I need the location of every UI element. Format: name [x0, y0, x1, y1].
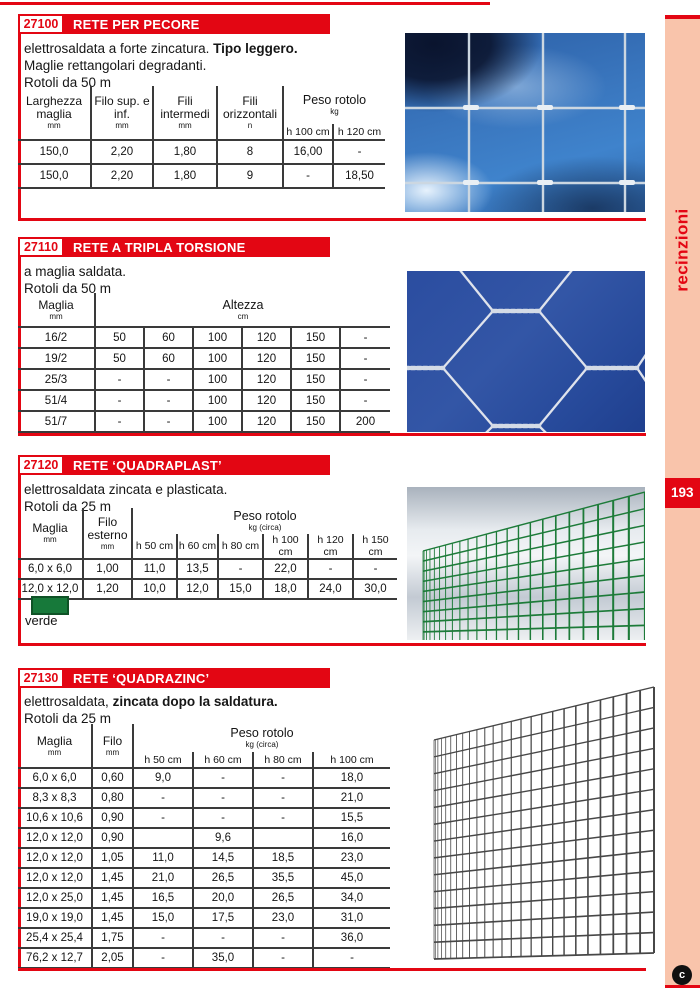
- table-cell: 17,5: [193, 908, 253, 928]
- table-cell: 36,0: [313, 928, 390, 948]
- table-cell: 1,80: [153, 140, 217, 164]
- table-cell: -: [308, 559, 353, 579]
- table-cell: 51/7: [18, 411, 95, 432]
- column-header: Maglia mm: [32, 521, 68, 544]
- table-cell: -: [193, 768, 253, 788]
- sub-column-header: h 120 cm: [308, 534, 353, 559]
- table-cell: 15,5: [313, 808, 390, 828]
- table-cell: -: [144, 369, 193, 390]
- table-cell: 100: [193, 327, 242, 348]
- table-cell: 50: [95, 327, 144, 348]
- wire-grid-overlay: [405, 33, 645, 212]
- table-cell: 24,0: [308, 579, 353, 599]
- table-cell: 14,5: [193, 848, 253, 868]
- table-cell: 2,20: [91, 140, 153, 164]
- page-number-badge: 193: [665, 478, 700, 508]
- table-cell: 16,5: [133, 888, 193, 908]
- description-segment: Maglie rettangolari degradanti.: [24, 58, 207, 73]
- table-cell: 150: [291, 369, 340, 390]
- product-code: 27100: [20, 16, 62, 32]
- table-row: [18, 808, 390, 828]
- table-row: [18, 164, 385, 188]
- table-row: [18, 868, 390, 888]
- table-cell: 16,00: [283, 140, 333, 164]
- section-description: [24, 263, 126, 297]
- table-cell: 1,00: [83, 559, 132, 579]
- table-cell: 45,0: [313, 868, 390, 888]
- table-cell: -: [340, 348, 390, 369]
- table-cell: 15,0: [218, 579, 263, 599]
- description-segment: Tipo leggero.: [213, 41, 298, 56]
- table-cell: 21,0: [133, 868, 193, 888]
- data-table: [18, 508, 397, 600]
- table-cell: -: [253, 788, 313, 808]
- table-cell: -: [144, 390, 193, 411]
- table-row: [18, 768, 390, 788]
- table-cell: 150,0: [18, 164, 91, 188]
- section-title: RETE ‘QUADRAZINC’: [73, 670, 210, 686]
- sub-column-header: h 80 cm: [218, 534, 263, 559]
- table-row: [18, 908, 390, 928]
- table-row: [18, 411, 390, 432]
- swatch-label: verde: [25, 613, 58, 628]
- table-cell: -: [133, 928, 193, 948]
- table-cell: 12,0 x 12,0: [18, 828, 92, 848]
- table-cell: 31,0: [313, 908, 390, 928]
- table-cell: 18,50: [333, 164, 385, 188]
- description-segment: elettrosaldata zincata e plasticata.: [24, 482, 228, 497]
- table-cell: 100: [193, 390, 242, 411]
- table-row: [18, 140, 385, 164]
- sub-column-header: h 50 cm: [133, 752, 193, 768]
- table-cell: 9,6: [193, 828, 253, 848]
- table-row: [18, 828, 390, 848]
- product-photo-green-mesh: [407, 487, 645, 640]
- description-segment: zincata dopo la saldatura.: [112, 694, 278, 709]
- section-title: RETE PER PECORE: [73, 16, 200, 32]
- sidebar-bottom-rule: [665, 985, 700, 988]
- table-cell: 12,0 x 12,0: [18, 579, 83, 599]
- section-title: RETE A TRIPLA TORSIONE: [73, 239, 246, 255]
- table-cell: 1,45: [92, 888, 133, 908]
- section-description: [24, 693, 278, 727]
- section-bottom-rule: [18, 968, 646, 971]
- product-code: 27110: [20, 239, 62, 255]
- table-cell: -: [333, 140, 385, 164]
- description-line: [24, 40, 298, 57]
- section-header-27130: [18, 668, 330, 688]
- green-grid-overlay: [407, 487, 645, 640]
- sub-column-header: h 100 cm: [313, 752, 390, 768]
- table-cell: 60: [144, 348, 193, 369]
- table-cell: 120: [242, 390, 291, 411]
- table-row: [18, 948, 390, 968]
- table-cell: 20,0: [193, 888, 253, 908]
- description-line: [24, 263, 126, 280]
- table-cell: 22,0: [263, 559, 308, 579]
- description-segment: Rotoli da 25 m: [24, 711, 112, 726]
- table-cell: 1,05: [92, 848, 133, 868]
- table-cell: 0,90: [92, 828, 133, 848]
- section-header-27120: [18, 455, 330, 475]
- table-cell: 200: [340, 411, 390, 432]
- column-header: Maglia mm: [36, 733, 73, 757]
- table-cell: -: [253, 768, 313, 788]
- table-cell: 15,0: [133, 908, 193, 928]
- table-cell: 30,0: [353, 579, 397, 599]
- description-segment: a maglia saldata.: [24, 264, 127, 279]
- table-cell: 120: [242, 327, 291, 348]
- table-cell: 16/2: [18, 327, 95, 348]
- table-row: [18, 559, 397, 579]
- table-cell: 1,20: [83, 579, 132, 599]
- description-line: [24, 693, 278, 710]
- copyright-icon: c: [672, 965, 692, 985]
- table-row: [18, 928, 390, 948]
- table-cell: 9,0: [133, 768, 193, 788]
- table-cell: 120: [242, 348, 291, 369]
- data-table: [18, 86, 385, 189]
- description-segment: Rotoli da 25 m: [24, 499, 112, 514]
- table-cell: 12,0: [177, 579, 218, 599]
- table-cell: 13,5: [177, 559, 218, 579]
- group-header: Peso rotolo kg: [283, 86, 385, 124]
- table-cell: 50: [95, 348, 144, 369]
- table-cell: 16,0: [313, 828, 390, 848]
- table-cell: 120: [242, 369, 291, 390]
- table-cell: -: [193, 808, 253, 828]
- table-cell: 6,0 x 6,0: [18, 768, 92, 788]
- table-cell: 12,0 x 25,0: [18, 888, 92, 908]
- column-header: Filo sup. e inf. mm: [91, 86, 153, 140]
- table-cell: 60: [144, 327, 193, 348]
- column-header: Fili orizzontali n: [217, 86, 283, 140]
- product-photo-hex-mesh: [407, 271, 645, 432]
- table-row: [18, 327, 390, 348]
- column-header: Maglia mm: [38, 297, 74, 321]
- section-description: [24, 40, 298, 91]
- sidebar-category-label: [665, 145, 700, 355]
- description-line: [24, 481, 227, 498]
- table-cell: 12,0 x 12,0: [18, 868, 92, 888]
- description-segment: Rotoli da 50 m: [24, 75, 112, 90]
- data-table: [18, 293, 390, 433]
- column-header: Filo mm: [92, 724, 133, 768]
- product-code: 27130: [20, 670, 62, 686]
- table-cell: 1,75: [92, 928, 133, 948]
- table-row: [18, 579, 397, 599]
- table-cell: 150,0: [18, 140, 91, 164]
- table-cell: [133, 828, 193, 848]
- table-cell: -: [353, 559, 397, 579]
- table-cell: -: [340, 327, 390, 348]
- sub-column-header: h 100 cm: [283, 124, 333, 140]
- table-cell: 11,0: [133, 848, 193, 868]
- table-cell: 0,80: [92, 788, 133, 808]
- sub-column-header: h 60 cm: [177, 534, 218, 559]
- table-cell: 23,0: [313, 848, 390, 868]
- table-cell: 23,0: [253, 908, 313, 928]
- table-cell: -: [313, 948, 390, 968]
- sub-column-header: h 50 cm: [132, 534, 177, 559]
- description-segment: Rotoli da 50 m: [24, 281, 112, 296]
- table-row: [18, 369, 390, 390]
- table-cell: 150: [291, 411, 340, 432]
- table-cell: 18,5: [253, 848, 313, 868]
- table-cell: -: [253, 948, 313, 968]
- product-table-27110: [18, 293, 390, 433]
- table-cell: 6,0 x 6,0: [18, 559, 83, 579]
- hex-mesh-overlay: [407, 271, 645, 432]
- sub-column-header: h 120 cm: [333, 124, 385, 140]
- table-cell: -: [144, 411, 193, 432]
- table-cell: 120: [242, 411, 291, 432]
- description-segment: elettrosaldata,: [24, 694, 113, 709]
- table-cell: 9: [217, 164, 283, 188]
- table-cell: 25/3: [18, 369, 95, 390]
- table-cell: 11,0: [132, 559, 177, 579]
- table-cell: 1,45: [92, 868, 133, 888]
- table-row: [18, 888, 390, 908]
- table-cell: 26,5: [253, 888, 313, 908]
- sub-column-header: h 80 cm: [253, 752, 313, 768]
- group-header: Peso rotolo kg (circa): [133, 724, 390, 752]
- table-cell: 8: [217, 140, 283, 164]
- column-header: Filo esterno mm: [83, 508, 132, 559]
- table-row: [18, 348, 390, 369]
- sub-column-header: h 100 cm: [263, 534, 308, 559]
- sub-column-header: h 150 cm: [353, 534, 397, 559]
- table-row: [18, 390, 390, 411]
- table-cell: 1,45: [92, 908, 133, 928]
- sub-column-header: h 60 cm: [193, 752, 253, 768]
- table-cell: 1,80: [153, 164, 217, 188]
- product-table-27100: [18, 86, 385, 189]
- table-cell: -: [95, 390, 144, 411]
- description-segment: elettrosaldata a forte zincatura.: [24, 41, 214, 56]
- data-table: [18, 724, 390, 969]
- column-header: Fili intermedi mm: [153, 86, 217, 140]
- table-cell: 150: [291, 390, 340, 411]
- table-cell: 100: [193, 348, 242, 369]
- table-cell: 18,0: [263, 579, 308, 599]
- table-cell: 100: [193, 369, 242, 390]
- table-cell: -: [340, 369, 390, 390]
- table-cell: -: [218, 559, 263, 579]
- table-cell: -: [193, 928, 253, 948]
- description-line: [24, 57, 298, 74]
- table-cell: 10,6 x 10,6: [18, 808, 92, 828]
- group-header: Peso rotolo kg (circa): [132, 508, 397, 534]
- table-cell: 12,0 x 12,0: [18, 848, 92, 868]
- table-cell: 26,5: [193, 868, 253, 888]
- product-table-27130: [18, 724, 390, 969]
- table-cell: 150: [291, 327, 340, 348]
- table-cell: -: [340, 390, 390, 411]
- table-row: [18, 848, 390, 868]
- section-bottom-rule: [18, 643, 646, 646]
- table-cell: -: [95, 411, 144, 432]
- table-cell: -: [133, 808, 193, 828]
- table-cell: 35,0: [193, 948, 253, 968]
- section-header-27110: [18, 237, 330, 257]
- table-cell: 2,20: [91, 164, 153, 188]
- table-cell: -: [193, 788, 253, 808]
- zinc-grid-overlay: [428, 682, 656, 964]
- table-cell: 0,90: [92, 808, 133, 828]
- product-code: 27120: [20, 457, 62, 473]
- table-cell: 8,3 x 8,3: [18, 788, 92, 808]
- section-header-27100: [18, 14, 330, 34]
- table-cell: 19,0 x 19,0: [18, 908, 92, 928]
- table-cell: -: [253, 928, 313, 948]
- page-top-rule: [0, 2, 490, 5]
- table-cell: 10,0: [132, 579, 177, 599]
- table-cell: 150: [291, 348, 340, 369]
- category-label-text: recinzioni: [672, 208, 692, 292]
- table-cell: -: [95, 369, 144, 390]
- table-cell: 0,60: [92, 768, 133, 788]
- table-cell: -: [283, 164, 333, 188]
- section-title: RETE ‘QUADRAPLAST’: [73, 457, 222, 473]
- table-cell: 2,05: [92, 948, 133, 968]
- table-cell: 21,0: [313, 788, 390, 808]
- product-photo-sheep-net: [405, 33, 645, 212]
- product-table-27120: [18, 508, 397, 600]
- table-cell: -: [133, 948, 193, 968]
- table-cell: [253, 828, 313, 848]
- table-cell: 100: [193, 411, 242, 432]
- table-cell: 25,4 x 25,4: [18, 928, 92, 948]
- product-photo-zinc-mesh: [428, 682, 656, 964]
- table-cell: 34,0: [313, 888, 390, 908]
- table-cell: 18,0: [313, 768, 390, 788]
- section-bottom-rule: [18, 433, 646, 436]
- table-cell: 35,5: [253, 868, 313, 888]
- table-cell: -: [253, 808, 313, 828]
- table-cell: 19/2: [18, 348, 95, 369]
- table-cell: 76,2 x 12,7: [18, 948, 92, 968]
- column-header: Larghezza maglia mm: [25, 94, 83, 130]
- table-cell: 51/4: [18, 390, 95, 411]
- section-bottom-rule: [18, 218, 646, 221]
- group-header: Altezza cm: [95, 293, 390, 327]
- table-row: [18, 788, 390, 808]
- table-cell: -: [133, 788, 193, 808]
